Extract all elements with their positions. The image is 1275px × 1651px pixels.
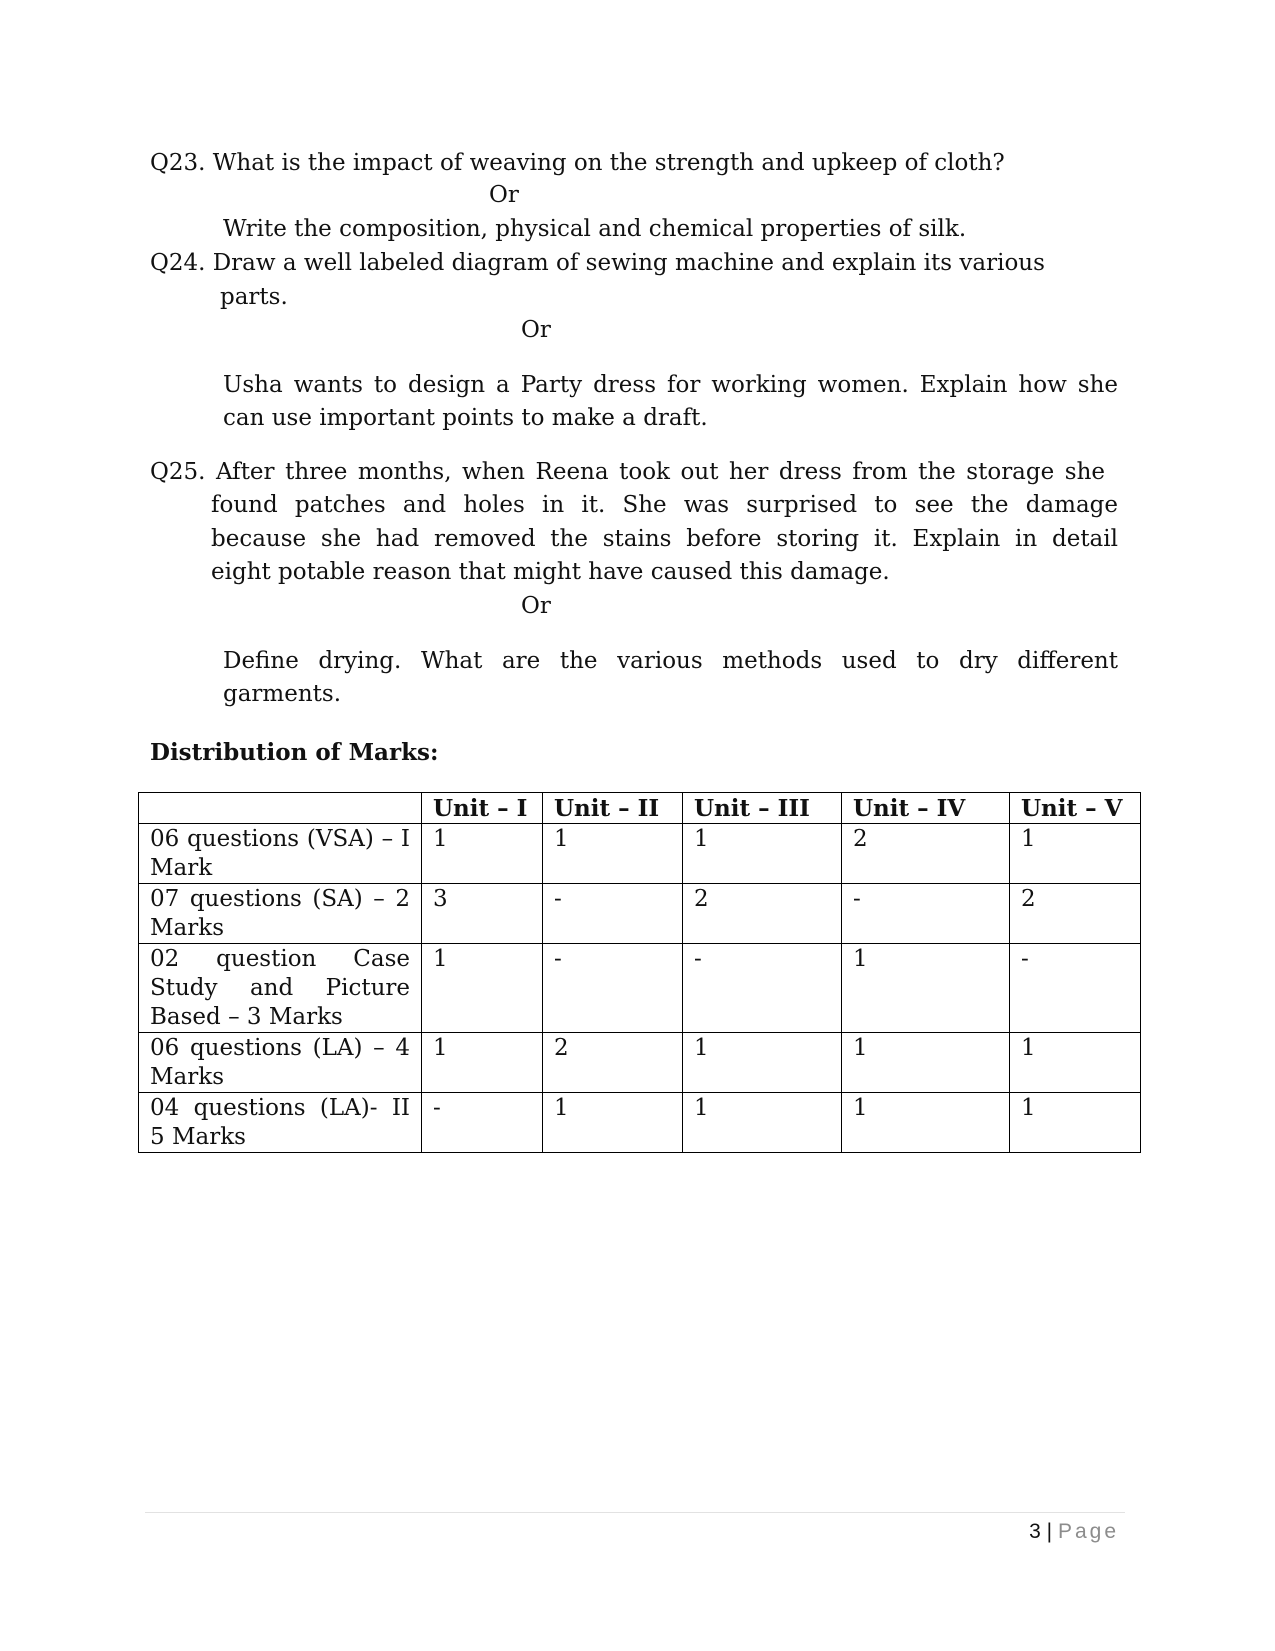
table-row: [139, 944, 1141, 1033]
table-cell: 3: [422, 884, 543, 944]
header-cell-unit-4: Unit – IV: [842, 793, 1010, 824]
row-label: 07 questions (SA) – 2 Marks: [139, 884, 422, 944]
q24-alternative-line-2: can use important points to make a draft.: [223, 405, 708, 431]
row-label: 02 question Case Study and Picture Based – 3 Marks: [139, 944, 422, 1033]
table-cell: -: [683, 944, 842, 1033]
q25-text-line-4: eight potable reason that might have caused this damage.: [211, 559, 890, 585]
table-cell: 1: [842, 1033, 1010, 1093]
table-cell: 1: [543, 1093, 683, 1153]
page-footer: [1029, 1520, 1119, 1544]
table-cell: 1: [543, 824, 683, 884]
q24-or: Or: [521, 317, 551, 343]
footer-separator: |: [1046, 1520, 1053, 1543]
q23-or: Or: [489, 182, 519, 208]
row-label: 04 questions (LA)- II 5 Marks: [139, 1093, 422, 1153]
q24-alternative-line-1: Usha wants to design a Party dress for working women. Explain how she: [223, 372, 1118, 398]
header-cell-blank: [139, 793, 422, 824]
row-label: 06 questions (LA) – 4 Marks: [139, 1033, 422, 1093]
q25-text-line-1: Q25. After three months, when Reena took out her dress from the storage she: [150, 459, 1105, 485]
q25-or: Or: [521, 593, 551, 619]
table-cell: 2: [1010, 884, 1141, 944]
page-number: 3: [1029, 1520, 1041, 1543]
table-cell: 1: [1010, 824, 1141, 884]
q25-text-line-2: found patches and holes in it. She was surprised to see the damage: [211, 492, 1118, 518]
table-cell: 1: [422, 1033, 543, 1093]
q25-alternative-line-1: Define drying. What are the various methods used to dry different: [223, 648, 1118, 674]
q25-alternative-line-2: garments.: [223, 681, 342, 707]
table-row: [139, 824, 1141, 884]
q25-text-line-3: because she had removed the stains before storing it. Explain in detail: [211, 526, 1118, 552]
table-cell: -: [422, 1093, 543, 1153]
row-label: 06 questions (VSA) – I Mark: [139, 824, 422, 884]
header-cell-unit-3: Unit – III: [683, 793, 842, 824]
table-cell: -: [543, 944, 683, 1033]
table-cell: 1: [683, 1033, 842, 1093]
table-cell: 1: [1010, 1093, 1141, 1153]
header-cell-unit-5: Unit – V: [1010, 793, 1141, 824]
table-cell: -: [543, 884, 683, 944]
table-cell: 1: [422, 944, 543, 1033]
distribution-heading: Distribution of Marks:: [150, 739, 439, 766]
table-row: [139, 1033, 1141, 1093]
q23-alternative: Write the composition, physical and chemical properties of silk.: [223, 216, 967, 242]
table-header-row: [139, 793, 1141, 824]
table-cell: 1: [842, 1093, 1010, 1153]
q24-text-line-2: parts.: [220, 284, 288, 310]
table-cell: 1: [422, 824, 543, 884]
table-cell: 1: [683, 1093, 842, 1153]
distribution-table: [138, 792, 1141, 1153]
table-row: [139, 1093, 1141, 1153]
q24-text-line-1: Q24. Draw a well labeled diagram of sewing machine and explain its various: [150, 250, 1045, 276]
table-cell: 1: [683, 824, 842, 884]
table-cell: 2: [683, 884, 842, 944]
header-cell-unit-1: Unit – I: [422, 793, 543, 824]
header-cell-unit-2: Unit – II: [543, 793, 683, 824]
table-cell: 1: [1010, 1033, 1141, 1093]
table-cell: 1: [842, 944, 1010, 1033]
table-cell: 2: [842, 824, 1010, 884]
table-cell: -: [1010, 944, 1141, 1033]
footer-divider: [145, 1512, 1125, 1513]
page-word: Page: [1057, 1520, 1119, 1543]
table-row: [139, 884, 1141, 944]
table-cell: 2: [543, 1033, 683, 1093]
table-cell: -: [842, 884, 1010, 944]
q23-text: Q23. What is the impact of weaving on the strength and upkeep of cloth?: [150, 150, 1005, 176]
